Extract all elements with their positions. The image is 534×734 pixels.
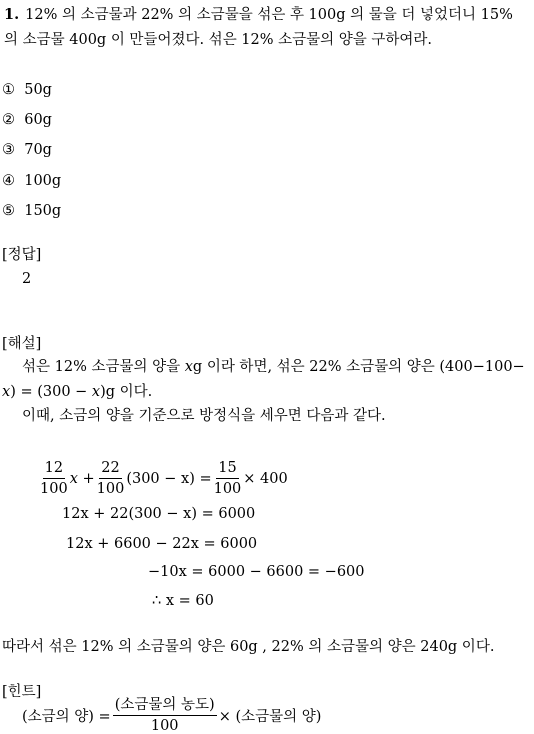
explanation-label: [해설] bbox=[2, 336, 42, 352]
choice-5[interactable] bbox=[2, 203, 61, 219]
choice-2[interactable] bbox=[2, 112, 52, 128]
choice-text: 70g bbox=[24, 142, 52, 158]
choice-mark: ⑤ bbox=[2, 203, 15, 219]
question-number: 1. bbox=[4, 6, 20, 23]
answer-value: 2 bbox=[22, 271, 32, 287]
fraction-22-100: $\frac{22}{100}$ bbox=[96, 460, 125, 497]
fraction-12-100: $\frac{12}{100}$ bbox=[40, 460, 68, 497]
hint-fraction: $\frac{\text{(소금물의 농도)}}{100}$ bbox=[114, 697, 215, 734]
choice-1[interactable] bbox=[2, 82, 52, 98]
explanation-line-1: 섞은 12% 소금물의 양을 xg 이라 하면, 섞은 22% 소금물의 양은 (400−100− bbox=[22, 359, 525, 375]
equation-5: ∴ x = 60 bbox=[152, 593, 214, 609]
hint-formula: (소금의 양) = $\frac{\text{(소금물의 농도)}}{100}$ × (소금물의 양) bbox=[22, 697, 322, 734]
choice-mark: ③ bbox=[2, 142, 15, 158]
equation-1: $\frac{12}{100}$ x + $\frac{22}{100}$ (300 − x) = $\frac{15}{100}$ × 400 bbox=[40, 460, 288, 497]
explanation-line-3: 이때, 소금의 양을 기준으로 방정식을 세우면 다음과 같다. bbox=[22, 408, 386, 424]
question-line-2: 의 소금물 400g 이 만들어졌다. 섞은 12% 소금물의 양을 구하여라. bbox=[4, 32, 433, 48]
choice-text: 150g bbox=[24, 203, 62, 219]
answer-label: [정답] bbox=[2, 247, 42, 263]
explanation-conclusion: 따라서 섞은 12% 의 소금물의 양은 60g , 22% 의 소금물의 양은 240g 이다. bbox=[2, 639, 495, 655]
equation-2: 12x + 22(300 − x) = 6000 bbox=[62, 506, 256, 522]
equation-3: 12x + 6600 − 22x = 6000 bbox=[66, 536, 258, 552]
choice-text: 100g bbox=[24, 173, 62, 189]
equation-4: −10x = 6000 − 6600 = −600 bbox=[148, 564, 365, 580]
choice-mark: ② bbox=[2, 112, 15, 128]
question-text-1: 12% 의 소금물과 22% 의 소금물을 섞은 후 100g 의 물을 더 넣었더니 15% bbox=[25, 7, 513, 23]
choice-mark: ① bbox=[2, 82, 15, 98]
choice-text: 50g bbox=[24, 82, 52, 98]
explanation-line-2: x) = (300 − x)g 이다. bbox=[2, 384, 153, 400]
choice-text: 60g bbox=[24, 112, 52, 128]
choice-4[interactable] bbox=[2, 173, 61, 189]
hint-label: [힌트] bbox=[2, 684, 42, 700]
fraction-15-100: $\frac{15}{100}$ bbox=[213, 460, 242, 497]
choice-3[interactable] bbox=[2, 142, 52, 158]
question-line-1 bbox=[4, 3, 513, 24]
choice-mark: ④ bbox=[2, 173, 15, 189]
